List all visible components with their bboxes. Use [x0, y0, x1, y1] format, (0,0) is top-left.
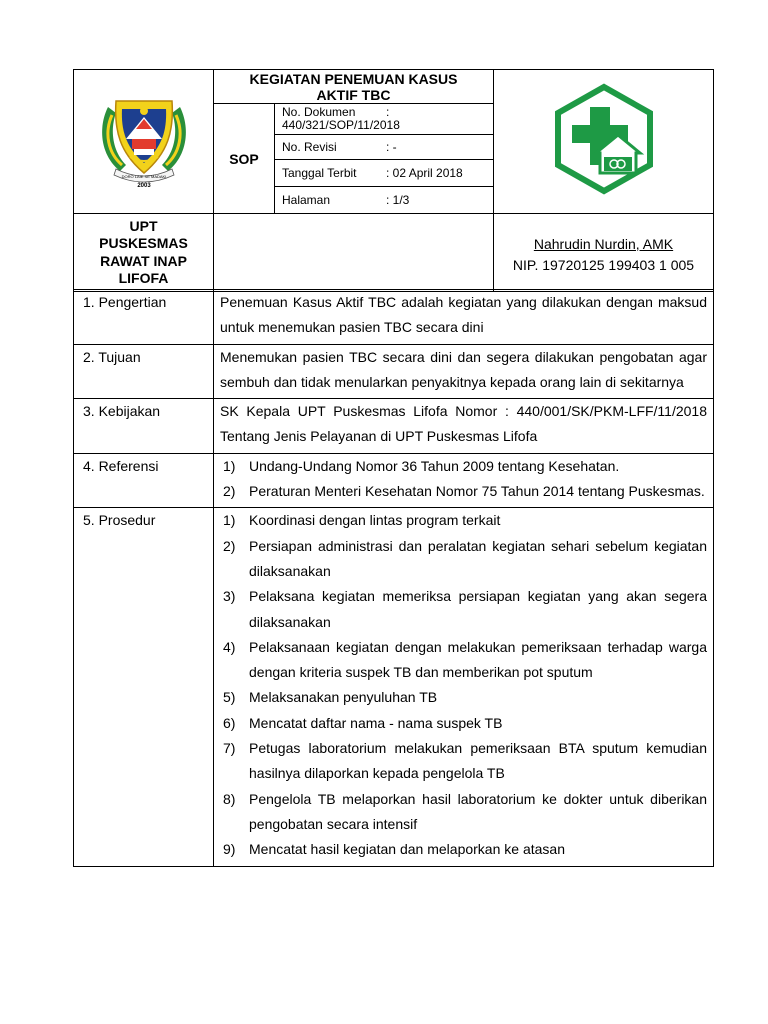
- meta-no-revisi: [275, 135, 494, 160]
- org-line: UPT: [129, 217, 158, 234]
- section-text: Penemuan Kasus Aktif TBC adalah kegiatan yang dilakukan dengan maksud untuk menemukan pasien TBC secara dini: [214, 290, 714, 345]
- section-text: SK Kepala UPT Puskesmas Lifofa Nomor : 440/001/SK/PKM-LFF/11/2018 Tentang Jenis Pelayanan di UPT Puskesmas Lifofa: [214, 399, 714, 454]
- list-number: 5): [223, 689, 236, 706]
- list-text: Persiapan administrasi dan peralatan kegiatan sehari sebelum kegiatan dilaksanakan: [249, 537, 707, 579]
- list-number: 2): [223, 537, 236, 554]
- list-number: 1): [223, 512, 236, 529]
- list-item: [220, 508, 707, 533]
- meta-no-dokumen: [275, 104, 494, 135]
- list-number: 1): [223, 457, 236, 474]
- meta-key: No. Revisi: [282, 140, 337, 154]
- list-text: Petugas laboratorium melakukan pemeriksaan BTA sputum kemudian hasilnya dilaporkan kepada pengelola TB: [249, 740, 707, 782]
- meta-key: Halaman: [282, 193, 331, 207]
- signer-name: Nahrudin Nurdin, AMK: [533, 235, 674, 252]
- title-line-2: AKTIF TBC: [316, 87, 391, 103]
- section-list: [214, 453, 714, 508]
- crest-motto: DORO LAIE SE MADAKI: [121, 174, 166, 179]
- list-number: 6): [223, 714, 236, 731]
- meta-value: : -: [386, 140, 397, 154]
- list-number: 4): [223, 638, 236, 655]
- list-text: Melaksanakan penyuluhan TB: [249, 689, 438, 706]
- meta-value-document-number: 440/321/SOP/11/2018: [282, 118, 400, 132]
- section-label: 5. Prosedur: [74, 508, 214, 866]
- section-referensi: [74, 453, 714, 508]
- list-item: [220, 685, 707, 710]
- list-text: Koordinasi dengan lintas program terkait: [249, 512, 501, 529]
- list-item: [220, 711, 707, 736]
- list-number: 8): [223, 790, 236, 807]
- list-item: [220, 534, 707, 585]
- regency-crest-cell: [74, 70, 214, 214]
- meta-value: : 1/3: [386, 193, 410, 207]
- meta-value: :: [386, 105, 390, 119]
- puskesmas-logo-cell: [494, 70, 714, 214]
- list-number: 2): [223, 483, 236, 500]
- sop-body-table: [73, 289, 714, 867]
- regency-crest-icon: [94, 87, 194, 191]
- list-text: Mencatat daftar nama - nama suspek TB: [249, 714, 503, 731]
- list-text: Pelaksanaan kegiatan dengan melakukan pemeriksaan terhadap warga dengan kriteria suspek TB dan memberikan pot sputum: [249, 638, 707, 681]
- section-text: Menemukan pasien TBC secara dini dan segera dilakukan pengobatan agar sembuh dan tidak menularkan penyakitnya kepada orang lain di sekitarnya: [214, 344, 714, 399]
- list-text: Undang-Undang Nomor 36 Tahun 2009 tentang Kesehatan.: [249, 457, 620, 474]
- section-kebijakan: [74, 399, 714, 454]
- org-line: LIFOFA: [118, 270, 169, 286]
- org-line: PUSKESMAS: [99, 235, 188, 251]
- section-label: 1. Pengertian: [74, 290, 214, 345]
- list-number: 7): [223, 740, 236, 757]
- list-text: Pengelola TB melaporkan hasil laboratorium ke dokter untuk diberikan pengobatan secara intensif: [249, 790, 707, 832]
- meta-key: Tanggal Terbit: [282, 166, 357, 180]
- crest-year: 2003: [136, 183, 151, 189]
- signer-nip: NIP. 19720125 199403 1 005: [512, 256, 695, 273]
- signature-block: [494, 214, 714, 292]
- list-text: Peraturan Menteri Kesehatan Nomor 75 Tahun 2014 tentang Puskesmas.: [249, 483, 705, 500]
- meta-key: No. Dokumen: [282, 105, 356, 119]
- list-item: [220, 584, 707, 635]
- organization-name: [74, 214, 214, 292]
- section-label: 4. Referensi: [74, 453, 214, 508]
- sop-label: SOP: [214, 104, 275, 214]
- list-number: 3): [223, 588, 236, 605]
- meta-tanggal-terbit: [275, 160, 494, 187]
- list-item: [220, 479, 707, 504]
- list-item: [220, 454, 707, 479]
- list-item: [220, 837, 707, 862]
- list-item: [220, 787, 707, 838]
- section-label: 2. Tujuan: [74, 344, 214, 399]
- sop-header-table: [73, 69, 714, 292]
- title-line-1: KEGIATAN PENEMUAN KASUS: [249, 71, 458, 87]
- list-text: Pelaksana kegiatan memeriksa persiapan kegiatan yang akan segera dilaksanakan: [249, 588, 707, 630]
- blank-cell: [214, 214, 494, 292]
- org-line: RAWAT INAP: [100, 252, 187, 269]
- meta-halaman: [275, 187, 494, 214]
- section-list: [214, 508, 714, 866]
- section-label: 3. Kebijakan: [74, 399, 214, 454]
- list-item: [220, 736, 707, 787]
- section-tujuan: [74, 344, 714, 399]
- list-number: 9): [223, 841, 236, 858]
- puskesmas-logo-icon: [552, 83, 656, 195]
- section-pengertian: [74, 290, 714, 345]
- list-text: Mencatat hasil kegiatan dan melaporkan ke atasan: [249, 841, 565, 858]
- document-title: [214, 70, 494, 104]
- meta-value: : 02 April 2018: [386, 166, 463, 180]
- list-item: [220, 635, 707, 686]
- section-prosedur: [74, 508, 714, 866]
